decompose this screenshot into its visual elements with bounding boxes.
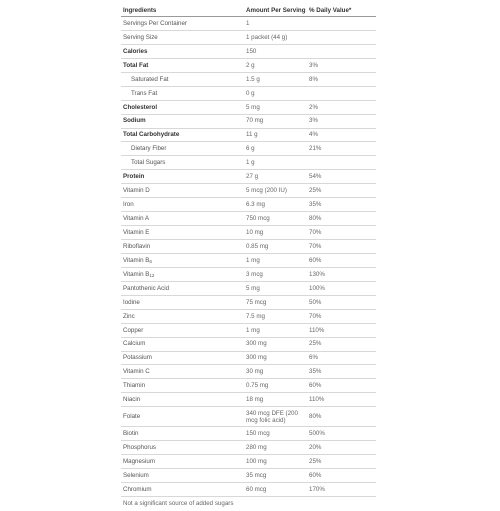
daily-value-cell: 25%	[309, 187, 322, 195]
nutrient-name-cell	[121, 187, 246, 194]
nutrient-name: Potassium	[123, 354, 152, 362]
header-amount: Amount Per Serving	[246, 7, 306, 14]
daily-value-cell: 80%	[309, 413, 322, 421]
amount-cell: 0 g	[246, 89, 255, 97]
table-row	[121, 379, 376, 393]
nutrient-name-cell	[121, 382, 246, 389]
nutrient-name-cell	[121, 458, 246, 465]
amount-cell: 6 g	[246, 145, 255, 153]
nutrient-name: Calcium	[123, 340, 146, 348]
nutrient-name-cell	[121, 257, 246, 264]
daily-value-cell: 130%	[309, 270, 325, 278]
daily-value-cell: 4%	[309, 131, 318, 139]
nutrient-name-cell	[121, 340, 246, 347]
table-row	[121, 184, 376, 198]
table-row	[121, 282, 376, 296]
nutrient-name-cell	[121, 201, 246, 208]
table-row	[121, 73, 376, 87]
amount-cell: 5 mcg (200 IU)	[246, 187, 287, 195]
nutrient-name: Calories	[123, 47, 148, 55]
daily-value-cell: 70%	[309, 312, 322, 320]
amount-cell: 0.75 mg	[246, 382, 269, 390]
header-ingredients: Ingredients	[123, 7, 157, 14]
nutrient-name: Total Carbohydrate	[123, 131, 180, 139]
daily-value-cell: 8%	[309, 75, 318, 83]
amount-cell: 1 packet (44 g)	[246, 33, 288, 41]
daily-value-cell: 60%	[309, 471, 322, 479]
table-row	[121, 115, 376, 129]
nutrient-name-cell	[121, 313, 246, 320]
amount-cell: 70 mg	[246, 117, 264, 125]
amount-cell: 280 mg	[246, 444, 267, 452]
nutrient-name: Trans Fat	[131, 89, 158, 97]
nutrient-name-cell	[121, 117, 246, 124]
daily-value-cell: 21%	[309, 145, 322, 153]
nutrient-name-cell	[121, 285, 246, 292]
table-row	[121, 31, 376, 45]
nutrient-name: Iron	[123, 201, 134, 209]
nutrient-name: Vitamin B	[123, 256, 150, 264]
nutrient-name: Protein	[123, 173, 145, 181]
table-row	[121, 101, 376, 115]
nutrient-name: Iodine	[123, 298, 140, 306]
amount-cell: 300 mg	[246, 340, 267, 348]
amount-cell: 340 mcg DFE (200 mcg folic acid)	[246, 409, 298, 424]
amount-cell: 0.85 mg	[246, 242, 269, 250]
daily-value-cell: 25%	[309, 340, 322, 348]
nutrient-name: Servings Per Container	[123, 19, 187, 27]
table-row	[121, 212, 376, 226]
nutrient-name-cell	[121, 62, 246, 69]
nutrient-name-cell	[121, 243, 246, 250]
nutrient-name: Total Fat	[123, 61, 149, 69]
nutrient-name-cell	[121, 271, 246, 278]
nutrient-name-cell	[121, 354, 246, 361]
amount-cell: 1 mg	[246, 326, 260, 334]
amount-cell: 60 mcg	[246, 485, 267, 493]
nutrient-name: Serving Size	[123, 33, 158, 41]
nutrient-name: Dietary Fiber	[131, 145, 167, 153]
nutrient-name: Vitamin D	[123, 187, 150, 195]
amount-cell: 10 mg	[246, 228, 264, 236]
nutrient-name: Chromium	[123, 485, 152, 493]
table-row	[121, 156, 376, 170]
daily-value-cell: 2%	[309, 103, 318, 111]
daily-value-cell: 50%	[309, 298, 322, 306]
amount-cell: 300 mg	[246, 354, 267, 362]
daily-value-cell: 54%	[309, 173, 322, 181]
nutrient-subscript: 6	[149, 258, 152, 264]
daily-value-cell: 20%	[309, 444, 322, 452]
footnote-text: Not a significant source of added sugars	[123, 500, 234, 508]
nutrient-name-cell	[121, 104, 246, 111]
amount-cell: 11 g	[246, 131, 258, 139]
table-row	[121, 17, 376, 31]
nutrient-name-cell	[121, 327, 246, 334]
nutrient-name: Phosphorus	[123, 444, 157, 452]
table-row	[121, 45, 376, 59]
nutrient-name: Saturated Fat	[131, 75, 169, 83]
table-header	[121, 2, 376, 17]
nutrient-name-cell	[121, 48, 246, 55]
table-row	[121, 59, 376, 73]
amount-cell: 2 g	[246, 61, 255, 69]
amount-cell: 5 mg	[246, 284, 260, 292]
amount-cell: 1	[246, 19, 250, 27]
nutrient-name: Sodium	[123, 117, 146, 125]
nutrient-name: Copper	[123, 326, 144, 334]
daily-value-cell: 70%	[309, 242, 322, 250]
nutrient-name: Thiamin	[123, 382, 146, 390]
daily-value-cell: 70%	[309, 228, 322, 236]
table-row	[121, 254, 376, 268]
nutrition-table	[121, 2, 376, 511]
table-row	[121, 469, 376, 483]
nutrient-name-cell	[121, 444, 246, 451]
amount-cell: 1 mg	[246, 256, 260, 264]
table-row	[121, 455, 376, 469]
amount-cell: 27 g	[246, 173, 259, 181]
nutrient-name: Biotin	[123, 430, 139, 438]
table-row	[121, 226, 376, 240]
table-row	[121, 170, 376, 184]
daily-value-cell: 110%	[309, 396, 325, 404]
nutrient-name: Folate	[123, 413, 141, 421]
table-body	[121, 17, 376, 497]
amount-cell: 1.5 g	[246, 75, 260, 83]
table-row	[121, 338, 376, 352]
table-row	[121, 87, 376, 101]
amount-cell: 3 mcg	[246, 270, 263, 278]
amount-cell: 7.5 mg	[246, 312, 265, 320]
amount-cell: 18 mg	[246, 396, 264, 404]
daily-value-cell: 110%	[309, 326, 325, 334]
nutrient-name-cell	[121, 472, 246, 479]
table-row	[121, 407, 376, 427]
daily-value-cell: 3%	[309, 61, 318, 69]
daily-value-cell: 3%	[309, 117, 318, 125]
nutrient-name-cell	[121, 299, 246, 306]
nutrient-name-cell	[121, 430, 246, 437]
table-row	[121, 296, 376, 310]
nutrient-name-cell	[121, 413, 246, 420]
nutrient-name: Magnesium	[123, 458, 155, 466]
nutrient-subscript: 12	[149, 272, 155, 278]
amount-cell: 75 mcg	[246, 298, 267, 306]
daily-value-cell: 60%	[309, 256, 322, 264]
amount-cell: 150	[246, 47, 257, 55]
table-row	[121, 129, 376, 143]
amount-cell: 35 mcg	[246, 471, 267, 479]
table-row	[121, 483, 376, 497]
nutrient-name-cell	[121, 76, 246, 83]
amount-cell: 1 g	[246, 159, 255, 167]
nutrient-name: Vitamin B	[123, 270, 150, 278]
nutrient-name-cell	[121, 20, 246, 27]
daily-value-cell: 6%	[309, 354, 318, 362]
amount-cell: 150 mcg	[246, 430, 270, 438]
nutrient-name-cell	[121, 368, 246, 375]
amount-cell: 750 mcg	[246, 215, 270, 223]
nutrient-name: Zinc	[123, 312, 135, 320]
table-row	[121, 324, 376, 338]
table-row	[121, 393, 376, 407]
amount-cell: 5 mg	[246, 103, 260, 111]
daily-value-cell: 25%	[309, 458, 322, 466]
footnote	[121, 497, 376, 511]
daily-value-cell: 500%	[309, 430, 325, 438]
daily-value-cell: 170%	[309, 485, 325, 493]
amount-cell: 30 mg	[246, 368, 264, 376]
nutrient-name-cell	[121, 173, 246, 180]
nutrient-name-cell	[121, 159, 246, 166]
nutrient-name: Riboflavin	[123, 242, 151, 250]
table-row	[121, 142, 376, 156]
amount-cell: 6.3 mg	[246, 201, 265, 209]
table-row	[121, 268, 376, 282]
nutrient-name: Vitamin C	[123, 368, 150, 376]
table-row	[121, 310, 376, 324]
table-row	[121, 441, 376, 455]
nutrient-name: Selenium	[123, 471, 149, 479]
daily-value-cell: 35%	[309, 368, 322, 376]
table-row	[121, 365, 376, 379]
nutrient-name-cell	[121, 396, 246, 403]
nutrient-name-cell	[121, 215, 246, 222]
table-row	[121, 352, 376, 366]
nutrient-name-cell	[121, 486, 246, 493]
nutrient-name-cell	[121, 131, 246, 138]
table-row	[121, 240, 376, 254]
nutrient-name: Vitamin A	[123, 215, 150, 223]
header-daily-value: % Daily Value*	[309, 7, 352, 14]
nutrient-name: Niacin	[123, 396, 141, 404]
daily-value-cell: 80%	[309, 215, 322, 223]
nutrient-name: Vitamin E	[123, 228, 150, 236]
amount-cell: 100 mg	[246, 458, 267, 466]
nutrient-name: Cholesterol	[123, 103, 158, 111]
nutrient-name-cell	[121, 34, 246, 41]
table-row	[121, 198, 376, 212]
nutrient-name: Pantothenic Acid	[123, 284, 170, 292]
table-row	[121, 427, 376, 441]
daily-value-cell: 60%	[309, 382, 322, 390]
nutrient-name: Total Sugars	[131, 159, 166, 167]
daily-value-cell: 35%	[309, 201, 322, 209]
nutrient-name-cell	[121, 229, 246, 236]
nutrient-name-cell	[121, 145, 246, 152]
nutrient-name-cell	[121, 90, 246, 97]
daily-value-cell: 100%	[309, 284, 325, 292]
